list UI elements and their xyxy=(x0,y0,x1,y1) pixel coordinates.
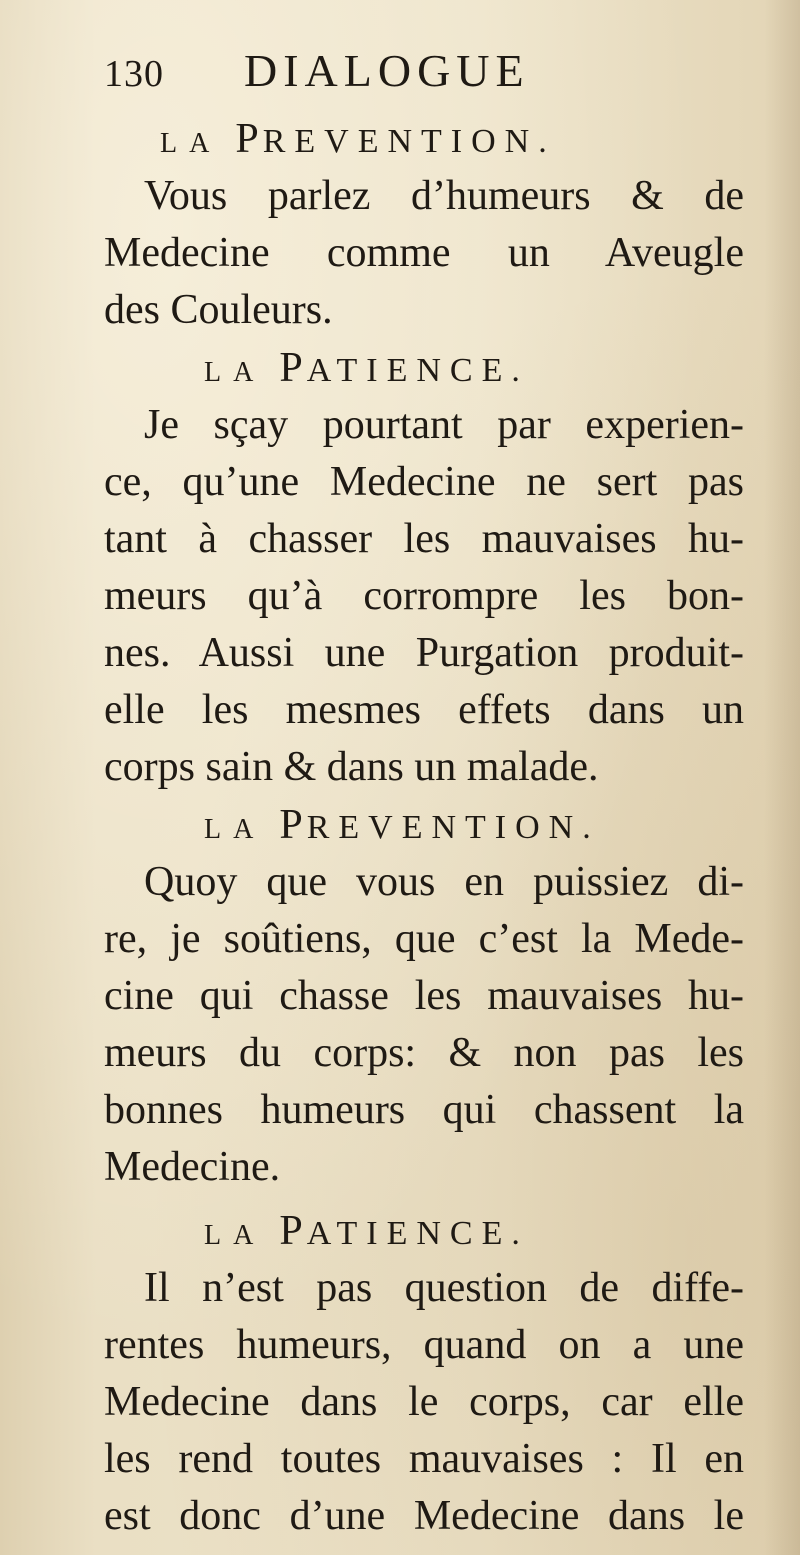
speaker-heading xyxy=(104,796,764,854)
text-line: Medecine. xyxy=(104,1144,281,1190)
speaker-heading xyxy=(104,1202,764,1260)
text-line: meurs qu’à corrompre les bon- xyxy=(104,573,744,619)
speaker-heading xyxy=(104,339,764,397)
text-line: cine qui chasse les mauvaises hu- xyxy=(104,973,744,1019)
text-line: rentes humeurs, quand on a une xyxy=(104,1322,744,1368)
text-line: re, je soûtiens, que c’est la Mede- xyxy=(104,916,744,962)
page-edge-shadow xyxy=(764,0,800,1555)
text-line: les rend toutes mauvaises : Il en xyxy=(104,1436,744,1482)
speaker-article: LA xyxy=(204,357,266,388)
text-line: est donc d’une Medecine dans le xyxy=(104,1493,744,1539)
speaker-initial: P xyxy=(279,345,307,391)
speaker-article: LA xyxy=(204,814,266,845)
text-line: ce, qu’une Medecine ne sert pas xyxy=(104,459,744,505)
text-line: tant à chasser les mauvaises hu- xyxy=(104,516,744,562)
speaker-article: LA xyxy=(204,1220,266,1251)
text-block xyxy=(104,44,764,1545)
text-line: Quoy que vous en puissiez di- xyxy=(144,859,744,905)
speaker-name: ATIENCE. xyxy=(306,1215,529,1252)
text-line: bonnes humeurs qui chassent la xyxy=(104,1087,744,1133)
text-line: elle les mesmes effets dans un xyxy=(104,687,744,733)
text-line: Medecine comme un Aveugle xyxy=(104,230,744,276)
text-line: Vous parlez d’humeurs & de xyxy=(144,173,744,219)
speaker-heading xyxy=(104,110,764,168)
speaker-name: REVENTION. xyxy=(262,123,556,160)
text-line: Il n’est pas question de diffe- xyxy=(144,1265,744,1311)
text-line: Je sçay pourtant par experien- xyxy=(144,402,744,448)
speaker-article: LA xyxy=(160,128,222,159)
speaker-initial: P xyxy=(279,1208,307,1254)
text-line: meurs du corps: & non pas les xyxy=(104,1030,744,1076)
text-line: corps sain & dans un malade. xyxy=(104,744,599,790)
text-line: nes. Aussi une Purgation produit- xyxy=(104,630,744,676)
text-line: des Couleurs. xyxy=(104,287,333,333)
running-title: DIALOGUE xyxy=(244,45,530,96)
speaker-name: REVENTION. xyxy=(306,809,600,846)
speaker-name: ATIENCE. xyxy=(306,352,529,389)
speaker-initial: P xyxy=(279,802,307,848)
running-head xyxy=(104,44,764,110)
page-number: 130 xyxy=(104,53,164,95)
text-line: Medecine dans le corps, car elle xyxy=(104,1379,744,1425)
speaker-initial: P xyxy=(235,116,263,162)
